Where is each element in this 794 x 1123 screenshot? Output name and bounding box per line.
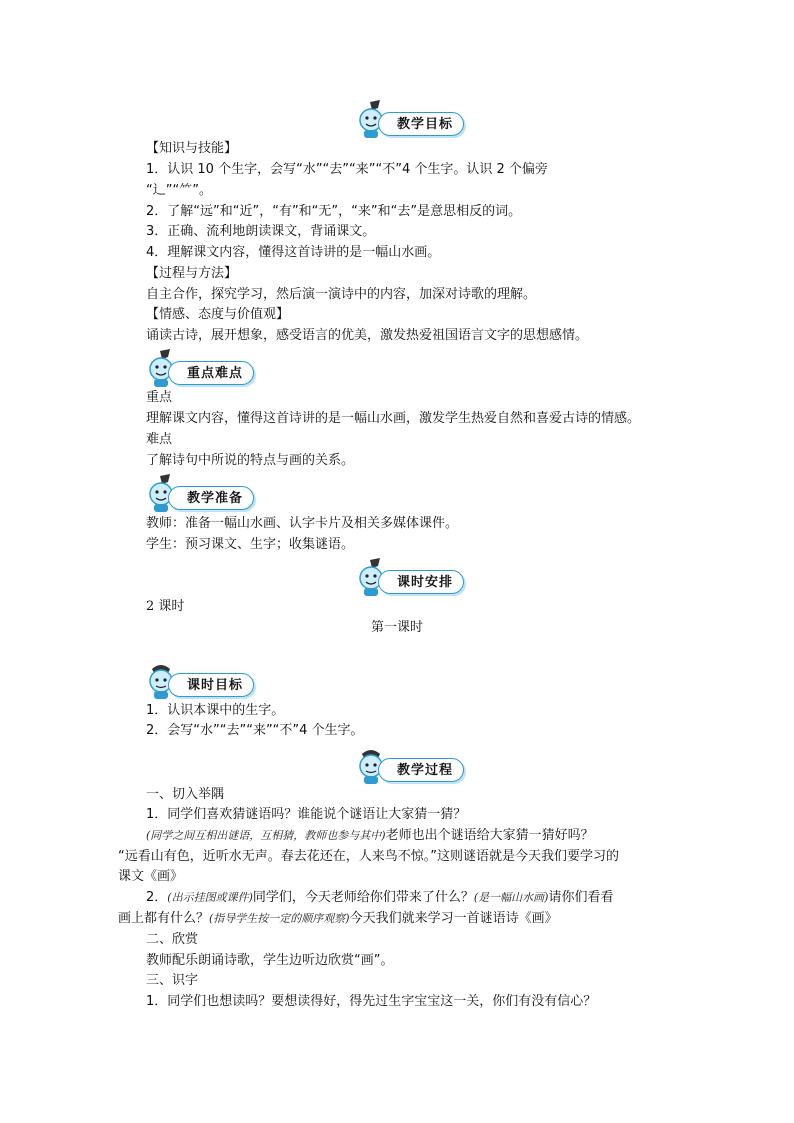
text-line: 诵读古诗，展开想象，感受语言的优美，激发热爱祖国语言文字的思想感情。 — [146, 328, 589, 343]
subheading-key: 重点 — [146, 390, 173, 405]
subheading-difficult: 难点 — [146, 432, 173, 447]
text-line: 4．理解课文内容，懂得这首诗讲的是一幅山水画。 — [146, 245, 441, 260]
step-heading: 二、欣赏 — [146, 932, 199, 947]
section-title: 教学目标 — [378, 112, 464, 136]
section-title: 课时目标 — [168, 673, 254, 697]
text-line: 自主合作，探究学习，然后演一演诗中的内容，加深对诗歌的理解。 — [146, 287, 537, 302]
text-line: 教师：准备一幅山水画、认字卡片及相关多媒体课件。 — [146, 516, 459, 531]
teacher-note: (同学之间互相出谜语，互相猜，教师也参与其中) — [146, 829, 386, 842]
text-line: 1．同学们也想读吗？要想读得好，得先过生字宝宝这一关，你们有没有信心？ — [146, 994, 597, 1009]
text-line: “远看山有色，近听水无声。春去花还在，人来鸟不惊。”这则谜语就是今天我们要学习的 — [118, 849, 619, 864]
text-line: 2．了解“远”和“近”，“有”和“无”，“来”和“去”是意思相反的词。 — [146, 204, 522, 219]
teacher-note: (出示挂图或课件) — [167, 891, 253, 904]
text-line: 2 课时 — [146, 599, 185, 614]
text-line: (同学之间互相出谜语，互相猜，教师也参与其中)老师也出个谜语给大家猜一猜好吗？ — [146, 828, 594, 843]
text-line: 3．正确、流利地朗读课文，背诵课文。 — [146, 224, 376, 239]
text-line: 1．认识 10 个生字，会写“水”“去”“来”“不”4 个生字。认识 2 个偏旁 — [146, 162, 548, 177]
text-line: “辶”“⺮”。 — [146, 183, 212, 198]
text-line: 2．(出示挂图或课件)同学们，今天老师给你们带来了什么？(是一幅山水画)请你们看看 — [146, 890, 614, 905]
section-title: 课时安排 — [378, 570, 464, 594]
text-line: 理解课文内容，懂得这首诗讲的是一幅山水画，激发学生热爱自然和喜爱古诗的情感。 — [146, 411, 641, 426]
text-line: 学生：预习课文、生字；收集谜语。 — [146, 537, 355, 552]
section-title: 教学过程 — [378, 758, 464, 782]
step-heading: 三、识字 — [146, 973, 199, 988]
step-heading: 一、切入举隅 — [146, 787, 225, 802]
text-line: 课文《画》 — [118, 869, 184, 884]
lesson-heading: 第一课时 — [370, 620, 423, 635]
section-title: 重点难点 — [168, 361, 254, 385]
text-line: 1．认识本课中的生字。 — [146, 703, 285, 718]
text-line: 2．会写“水”“去”“来”“不”4 个生字。 — [146, 723, 364, 738]
subheading-process: 【过程与方法】 — [146, 266, 238, 281]
subheading-emotion: 【情感、态度与价值观】 — [146, 307, 290, 322]
teacher-note: (指导学生按一定的顺序观察) — [209, 912, 350, 925]
text-line: 1．同学们喜欢猜谜语吗？谁能说个谜语让大家猜一猜？ — [146, 807, 467, 822]
subheading-knowledge: 【知识与技能】 — [146, 141, 238, 156]
section-title: 教学准备 — [168, 486, 254, 510]
text-line: 教师配乐朗诵诗歌，学生边听边欣赏“画”。 — [146, 953, 394, 968]
text-line: 了解诗句中所说的特点与画的关系。 — [146, 453, 355, 468]
teacher-note: (是一幅山水画) — [473, 891, 549, 904]
text-line: 画上都有什么？(指导学生按一定的顺序观察)今天我们就来学习一首谜语诗《画》 — [118, 911, 558, 926]
